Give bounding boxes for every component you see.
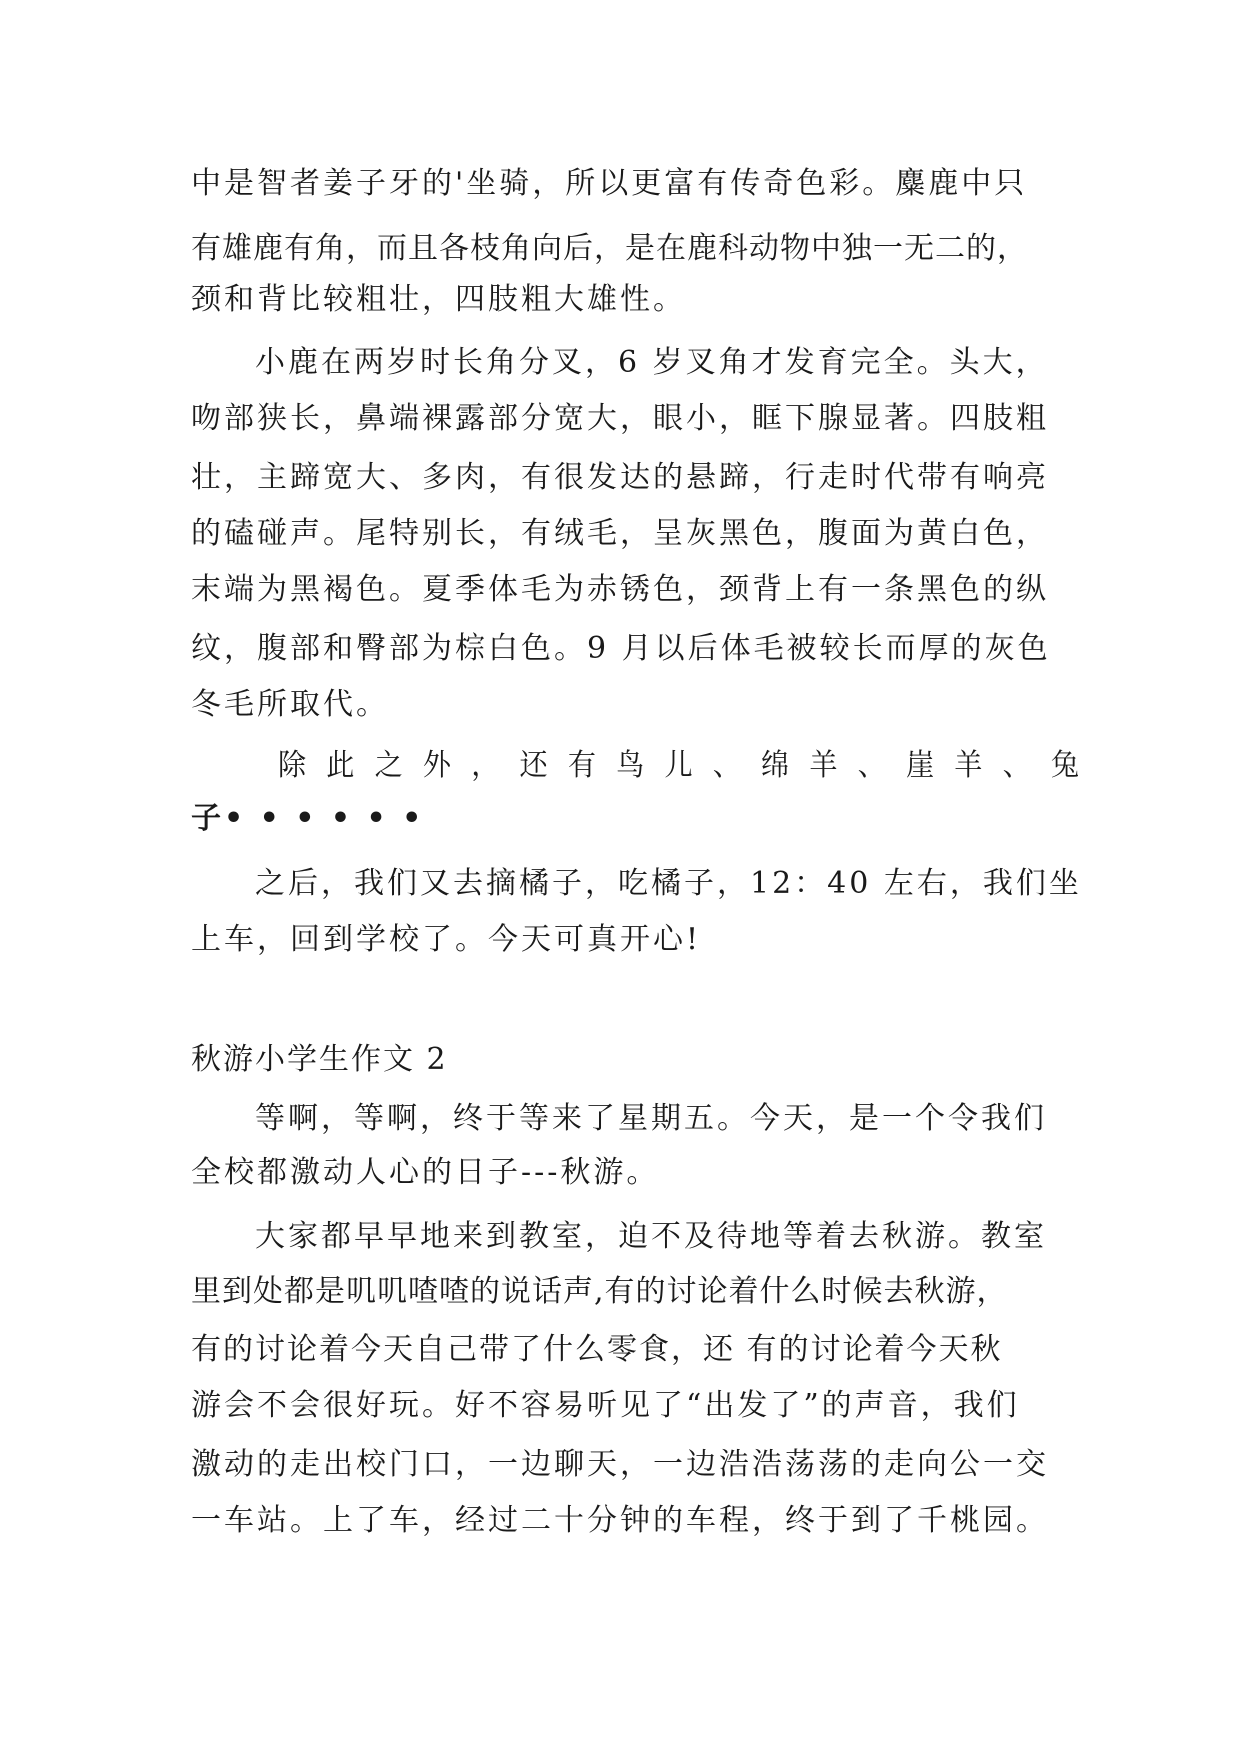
text-line: 之后，我们又去摘橘子，吃橘子，12：40 左右，我们坐 (255, 866, 1082, 901)
text-line: 小鹿在两岁时长角分叉，6 岁叉角才发育完全。头大， (255, 345, 1049, 380)
text-line: 有的讨论着今天自己带了什么零食，还 有的讨论着今天秋 (191, 1332, 1003, 1367)
text-line: 末端为黑褐色。夏季体毛为赤锈色，颈背上有一条黑色的纵 (191, 572, 1049, 607)
section-title: 秋游小学生作文 2 (191, 1042, 448, 1077)
text-line: 子• • • • • • (191, 801, 425, 836)
text-line: 上车，回到学校了。今天可真开心! (191, 922, 702, 957)
text-line: 一车站。上了车，经过二十分钟的车程，终于到了千桃园。 (191, 1503, 1049, 1538)
text-line: 纹，腹部和臀部为棕白色。9 月以后体毛被较长而厚的灰色 (191, 631, 1051, 666)
text-line: 的磕碰声。尾特别长，有绒毛，呈灰黑色，腹面为黄白色， (191, 516, 1049, 551)
text-line: 颈和背比较粗壮，四肢粗大雄性。 (191, 282, 686, 317)
text-line: 有雄鹿有角，而且各枝角向后，是在鹿科动物中独一无二的， (191, 231, 1028, 266)
text-line: 大家都早早地来到教室，迫不及待地等着去秋游。教室 (255, 1219, 1047, 1254)
text-line: 等啊，等啊，终于等来了星期五。今天，是一个令我们 (255, 1101, 1047, 1136)
text-line: 游会不会很好玩。好不容易听见了“出发了”的声音，我们 (191, 1388, 1020, 1423)
text-line: 中是智者姜子牙的'坐骑，所以更富有传奇色彩。麋鹿中只 (191, 166, 1028, 201)
text-line: 壮，主蹄宽大、多肉，有很发达的悬蹄，行走时代带有响亮 (191, 460, 1049, 495)
text-line: 激动的走出校门口，一边聊天，一边浩浩荡荡的走向公一交 (191, 1447, 1049, 1482)
text-line: 里到处都是叽叽喳喳的说话声,有的讨论着什么时候去秋游， (191, 1274, 1008, 1309)
text-line: 吻部狭长，鼻端裸露部分宽大，眼小，眶下腺显著。四肢粗 (191, 401, 1049, 436)
text-line: 全校都激动人心的日子---秋游。 (191, 1155, 660, 1190)
text-line: 除 此 之 外 ， 还 有 鸟 儿 、 绵 羊 、 崖 羊 、 兔 (278, 748, 1085, 783)
text-line: 冬毛所取代。 (191, 687, 389, 722)
